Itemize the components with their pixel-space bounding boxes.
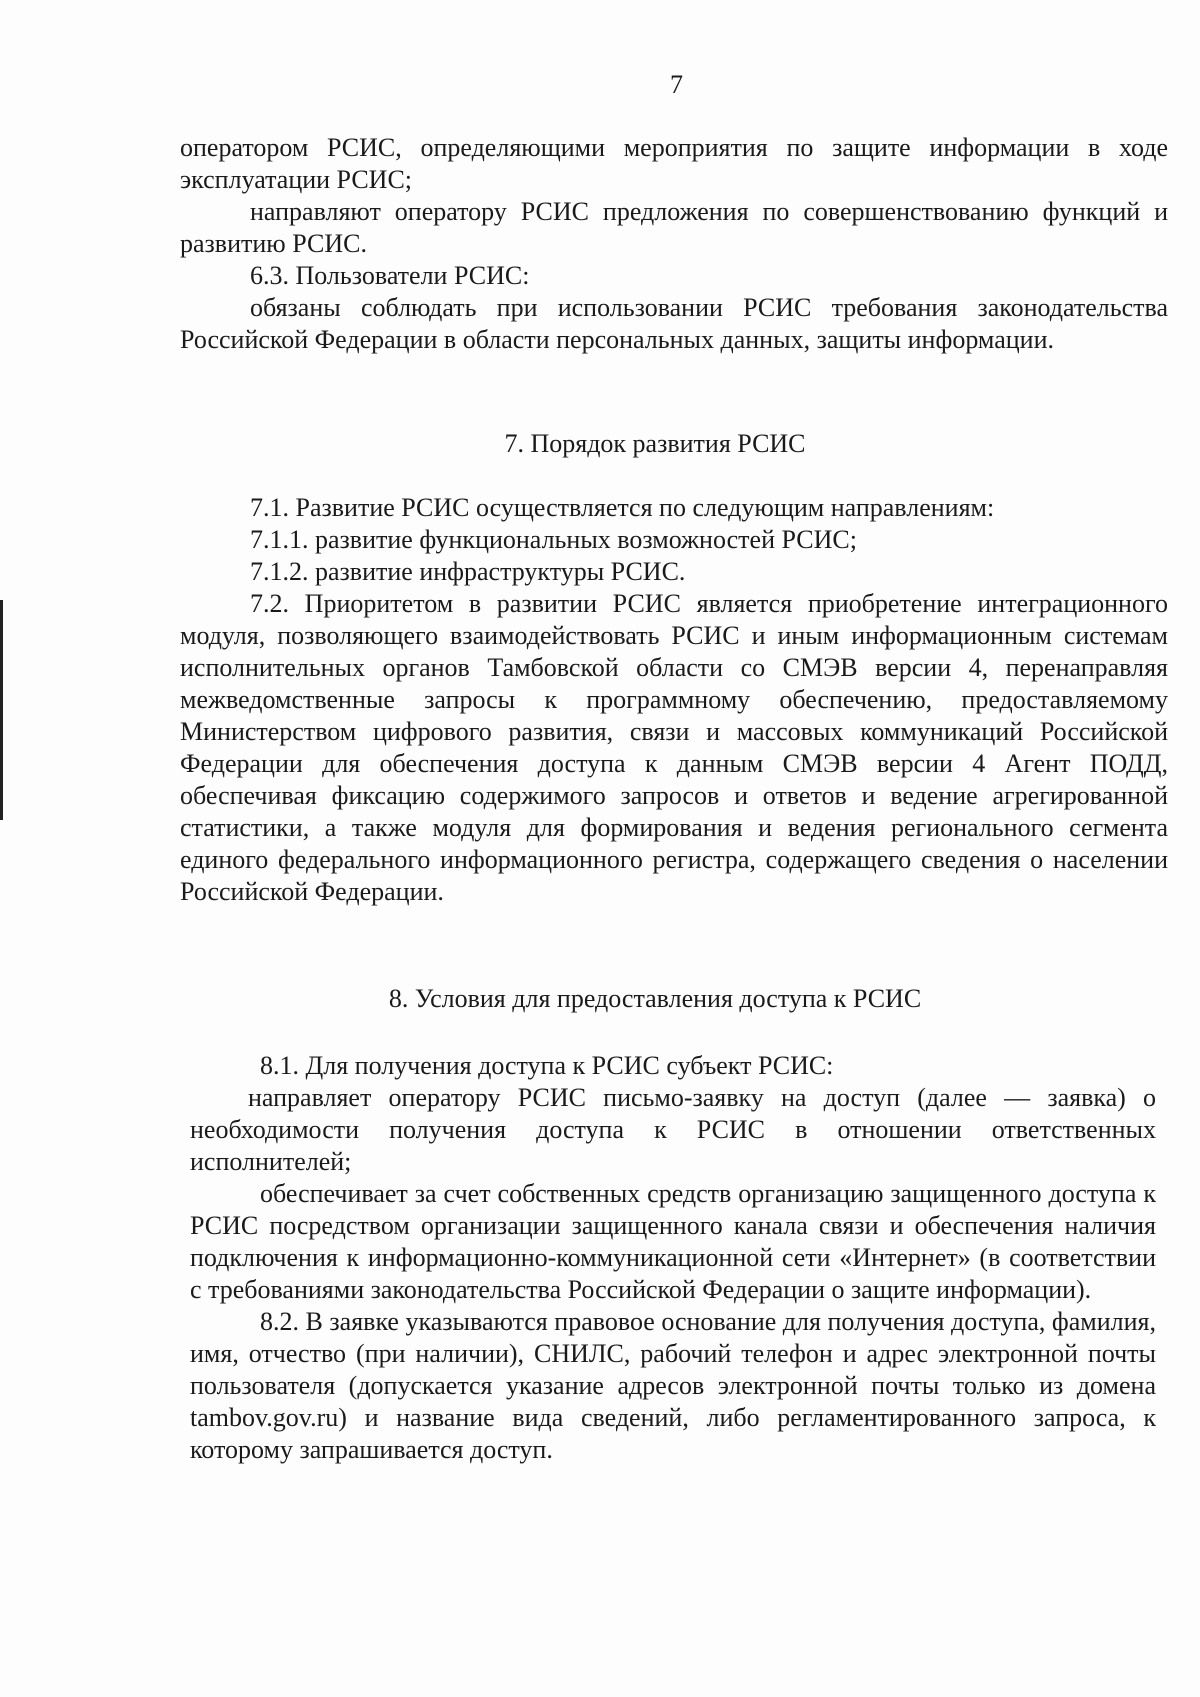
paragraph: 7.1.2. развитие инфраструктуры РСИС.	[250, 557, 686, 586]
page-number: 7	[670, 70, 683, 99]
paragraph: направляют оператору РСИС предложения по совершенствованию функций и развитию РСИС.	[180, 197, 1168, 258]
paragraph: обеспечивает за счет собственных средств организацию защищенного доступа к РСИС посредством организации защищенного канала связи и обеспечения наличия подключения к информационно-коммуникационной сети «Интернет» (в соответствии с требованиями законодательства Российской Федерации о защите информации).	[190, 1179, 1156, 1304]
paragraph: обязаны соблюдать при использовании РСИС требования законодательства Российской Федерации в области персональных данных, защиты информации.	[180, 293, 1168, 354]
paragraph: 7.1. Развитие РСИС осуществляется по следующим направлениям:	[250, 493, 995, 522]
paragraph: 8.2. В заявке указываются правовое основание для получения доступа, фамилия, имя, отчество (при наличии), СНИЛС, рабочий телефон и адрес электронной почты пользователя (допускается указание адресов электронной почты только из домена tambov.gov.ru) и название вида сведений, либо регламентированного запроса, к которому запрашивается доступ.	[190, 1307, 1156, 1464]
paragraph: направляет оператору РСИС письмо-заявку на доступ (далее — заявка) о необходимости получения доступа к РСИС в отношении ответственных исполнителей;	[190, 1083, 1156, 1176]
paragraph: 8.1. Для получения доступа к РСИС субъект РСИС:	[260, 1051, 834, 1080]
section-8-block	[190, 1050, 1156, 1466]
paragraph: 7.2. Приоритетом в развитии РСИС является приобретение интеграционного модуля, позволяющего взаимодействовать РСИС и иным информационным системам исполнительных органов Тамбовской области со СМЭВ версии 4, перенаправляя межведомственные запросы к программному обеспечению, предоставляемому Министерством цифрового развития, связи и массовых коммуникаций Российской Федерации для обеспечения доступа к данным СМЭВ версии 4 Агент ПОДД, обеспечивая фиксацию содержимого запросов и ответов и ведение агрегированной статистики, а также модуля для формирования и ведения регионального сегмента единого федерального информационного регистра, содержащего сведения о населении Российской Федерации.	[180, 589, 1168, 906]
scan-edge-mark	[0, 600, 3, 820]
paragraph: 7.1.1. развитие функциональных возможностей РСИС;	[250, 525, 857, 554]
section-7-block	[180, 492, 1168, 908]
section-8-heading: 8. Условия для предоставления доступа к РСИС	[388, 984, 922, 1013]
paragraph: 6.3. Пользователи РСИС:	[250, 261, 530, 290]
paragraph: оператором РСИС, определяющими мероприятия по защите информации в ходе эксплуатации РСИС;	[180, 133, 1168, 194]
section-6-block	[180, 132, 1168, 356]
section-7-heading: 7. Порядок развития РСИС	[504, 429, 806, 458]
